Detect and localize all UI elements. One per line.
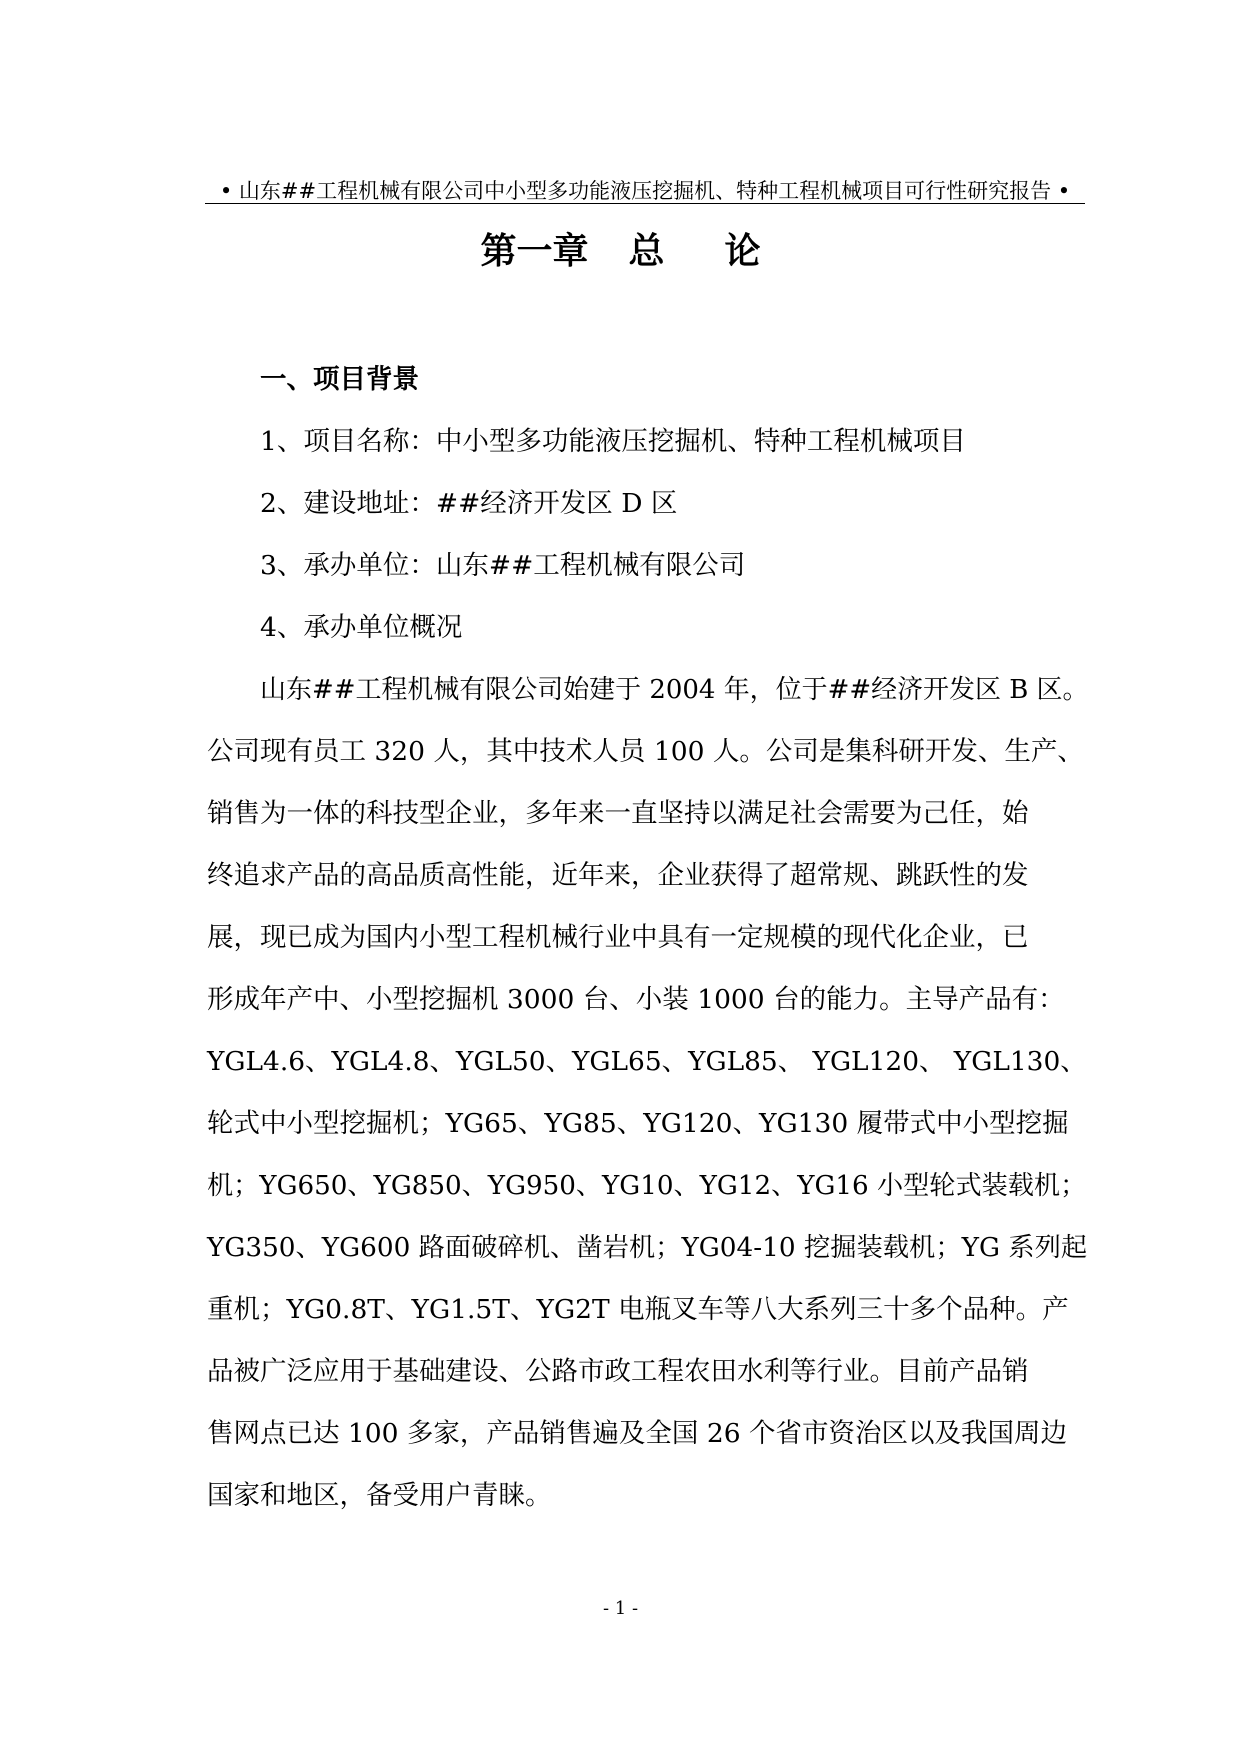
paragraph-line: 销售为一体的科技型企业，多年来一直坚持以满足社会需要为己任，始 bbox=[207, 798, 1029, 829]
paragraph-line: YG350、YG600 路面破碎机、凿岩机；YG04-10 挖掘装载机；YG 系列起 bbox=[207, 1233, 1088, 1263]
paragraph-line: YGL4.6、YGL4.8、YGL50、YGL65、YGL85、 YGL120、 YGL130、 bbox=[207, 1046, 1087, 1077]
page-number: - 1 - bbox=[602, 1598, 639, 1619]
chapter-title-part-1: 第一章 bbox=[480, 230, 589, 272]
paragraph-line: 售网点已达 100 多家，产品销售遍及全国 26 个省市资治区以及我国周边 bbox=[207, 1418, 1067, 1449]
paragraph-line: 山东##工程机械有限公司始建于 2004 年，位于##经济开发区 B 区。 bbox=[260, 675, 1089, 705]
header-rule bbox=[205, 203, 1085, 204]
paragraph-line: 形成年产中、小型挖掘机 3000 台、小装 1000 台的能力。主导产品有： bbox=[207, 984, 1065, 1015]
body-text bbox=[207, 349, 1087, 1527]
running-header: • 山东##工程机械有限公司中小型多功能液压挖掘机、特种工程机械项目可行性研究报告 • bbox=[219, 179, 1071, 203]
paragraph-line: 终追求产品的高品质高性能，近年来，企业获得了超常规、跳跃性的发 bbox=[207, 860, 1029, 891]
paragraph-line: 展，现已成为国内小型工程机械行业中具有一定规模的现代化企业，已 bbox=[207, 922, 1029, 953]
chapter-title-part-2: 总 bbox=[628, 230, 665, 272]
paragraph-line: 机；YG650、YG850、YG950、YG10、YG12、YG16 小型轮式装载机； bbox=[207, 1171, 1087, 1201]
section-heading: 一、项目背景 bbox=[260, 364, 419, 395]
paragraph-line: 重机；YG0.8T、YG1.5T、YG2T 电瓶叉车等八大系列三十多个品种。产 bbox=[207, 1294, 1069, 1325]
paragraph-line: 国家和地区，备受用户青睐。 bbox=[207, 1480, 552, 1511]
list-item: 1、项目名称：中小型多功能液压挖掘机、特种工程机械项目 bbox=[260, 426, 966, 457]
chapter-title bbox=[0, 225, 1241, 277]
company-overview-paragraph bbox=[207, 659, 1087, 1527]
list-item: 4、承办单位概况 bbox=[260, 612, 463, 643]
chapter-title-part-3: 论 bbox=[724, 230, 761, 272]
paragraph-line: 轮式中小型挖掘机；YG65、YG85、YG120、YG130 履带式中小型挖掘 bbox=[207, 1108, 1069, 1139]
paragraph-line: 品被广泛应用于基础建设、公路市政工程农田水利等行业。目前产品销 bbox=[207, 1356, 1029, 1387]
list-item: 3、承办单位：山东##工程机械有限公司 bbox=[260, 550, 746, 581]
list-item: 2、建设地址：##经济开发区 D 区 bbox=[260, 488, 678, 519]
paragraph-line: 公司现有员工 320 人，其中技术人员 100 人。公司是集科研开发、生产、 bbox=[207, 736, 1084, 767]
